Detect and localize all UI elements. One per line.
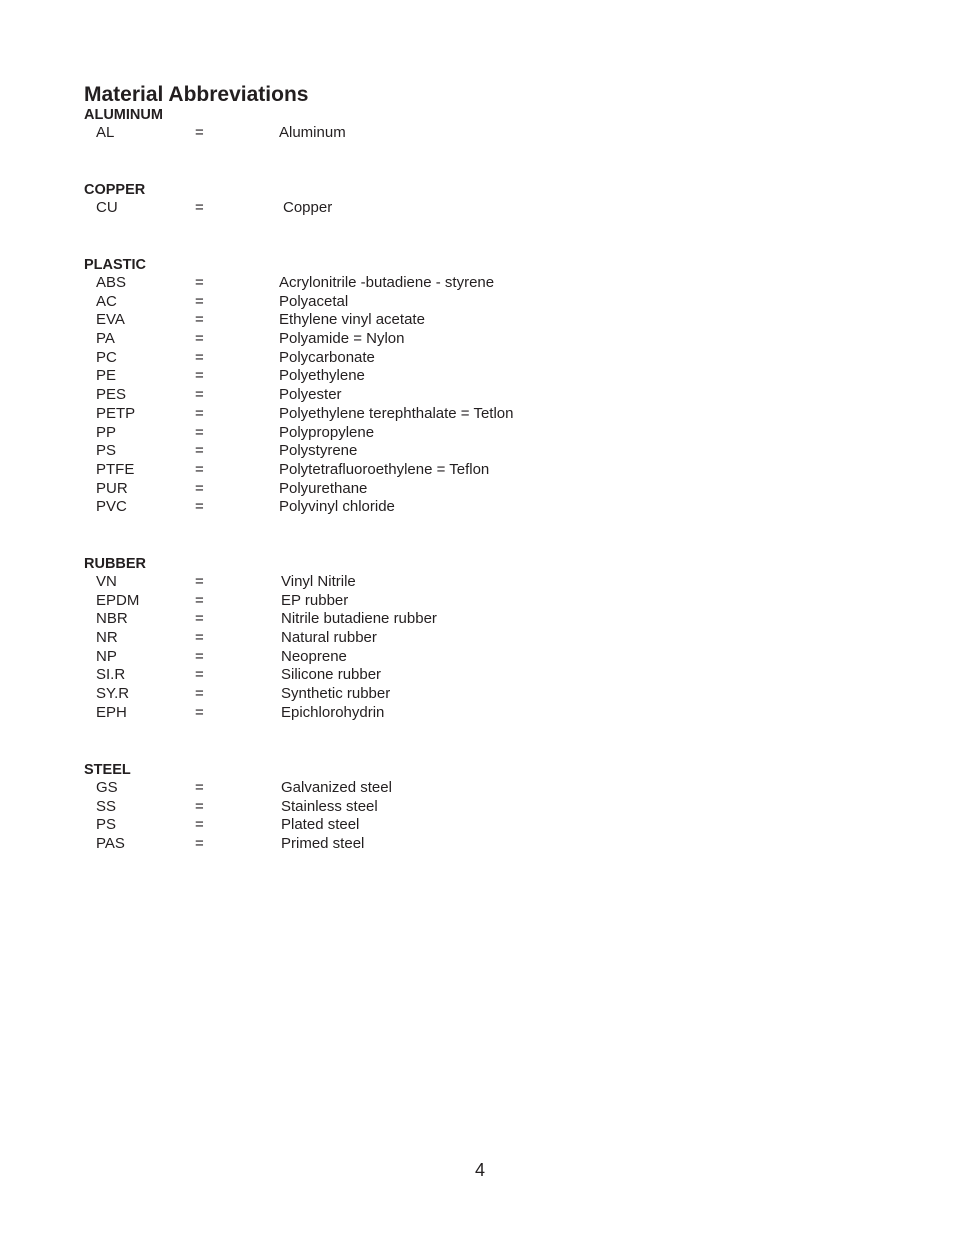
equals-sign: =	[195, 386, 204, 404]
section-heading: PLASTIC	[84, 257, 147, 273]
abbreviation: PC	[96, 348, 117, 366]
abbreviation: GS	[96, 779, 118, 796]
description: Polyamide = Nylon	[279, 330, 405, 348]
equals-sign: =	[195, 423, 204, 441]
abbreviation: PETP	[96, 404, 136, 422]
abbreviation: PP	[96, 423, 117, 441]
description: Polytetrafluoroethylene = Teflon	[279, 460, 490, 478]
equals-sign: =	[195, 647, 204, 665]
description: Polycarbonate	[279, 348, 375, 366]
description: Polyvinyl chloride	[279, 498, 395, 516]
abbreviation: PA	[96, 330, 115, 348]
abbreviation: NP	[96, 647, 117, 665]
equals-sign: =	[195, 591, 204, 609]
section-aluminum	[84, 106, 684, 143]
abbreviation: AL	[96, 124, 115, 141]
abbreviation: PAS	[96, 835, 125, 853]
equals-sign: =	[195, 779, 204, 796]
equals-sign: =	[195, 703, 204, 721]
description: Aluminum	[279, 124, 346, 141]
description: Ethylene vinyl acetate	[279, 311, 425, 329]
abbreviation: EVA	[96, 311, 125, 329]
list-item	[84, 311, 684, 330]
list-item	[84, 124, 684, 143]
equals-sign: =	[195, 666, 204, 684]
abbreviation: CU	[96, 199, 118, 216]
abbreviation: EPH	[96, 703, 127, 721]
list-item	[84, 610, 684, 629]
equals-sign: =	[195, 311, 204, 329]
abbreviation: PES	[96, 386, 127, 404]
abbreviation: AC	[96, 292, 117, 310]
description: Vinyl Nitrile	[281, 573, 356, 590]
equals-sign: =	[195, 460, 204, 478]
equals-sign: =	[195, 610, 204, 628]
abbreviation: VN	[96, 573, 117, 590]
description: Primed steel	[281, 835, 365, 853]
equals-sign: =	[195, 797, 204, 815]
list-item	[84, 798, 684, 817]
description: Synthetic rubber	[281, 685, 391, 703]
list-item	[84, 498, 684, 517]
list-item	[84, 461, 684, 480]
list-item	[84, 685, 684, 704]
list-item	[84, 816, 684, 835]
abbreviation: PVC	[96, 498, 127, 516]
list-item	[84, 704, 684, 723]
abbreviation: PUR	[96, 479, 128, 497]
description: Polyester	[279, 386, 342, 404]
abbreviation: PS	[96, 816, 117, 834]
abbreviation: EPDM	[96, 591, 140, 609]
description: Polyethylene terephthalate = Tetlon	[279, 404, 514, 422]
section-heading: COPPER	[84, 182, 146, 198]
list-item	[84, 199, 684, 218]
section-steel	[84, 761, 684, 854]
list-item	[84, 442, 684, 461]
equals-sign: =	[195, 404, 204, 422]
list-item	[84, 293, 684, 312]
equals-sign: =	[195, 835, 204, 853]
equals-sign: =	[195, 498, 204, 516]
equals-sign: =	[195, 292, 204, 310]
equals-sign: =	[195, 199, 204, 216]
description: Polyethylene	[279, 367, 365, 385]
page-number: 4	[474, 1160, 485, 1180]
list-item	[84, 349, 684, 368]
equals-sign: =	[195, 442, 204, 460]
abbreviation: SS	[96, 797, 117, 815]
abbreviation: NBR	[96, 610, 128, 628]
equals-sign: =	[195, 629, 204, 647]
abbreviation: SY.R	[96, 685, 130, 703]
description: Polystyrene	[279, 442, 358, 460]
section-heading: RUBBER	[84, 556, 147, 572]
description: Copper	[283, 199, 333, 216]
list-item	[84, 367, 684, 386]
description: Stainless steel	[281, 797, 378, 815]
equals-sign: =	[195, 274, 204, 291]
equals-sign: =	[195, 573, 204, 590]
list-item	[84, 648, 684, 667]
section-copper	[84, 181, 684, 218]
description: Natural rubber	[281, 629, 377, 647]
list-item	[84, 405, 684, 424]
description: Polyacetal	[279, 292, 349, 310]
description: Polyurethane	[279, 479, 368, 497]
list-item	[84, 666, 684, 685]
equals-sign: =	[195, 348, 204, 366]
description: Plated steel	[281, 816, 360, 834]
section-heading: ALUMINUM	[84, 107, 163, 123]
list-item	[84, 480, 684, 499]
equals-sign: =	[195, 330, 204, 348]
equals-sign: =	[195, 124, 204, 141]
list-item	[84, 573, 684, 592]
abbreviation: ABS	[96, 274, 127, 291]
section-heading: STEEL	[84, 762, 131, 778]
list-item	[84, 835, 684, 854]
list-item	[84, 779, 684, 798]
section-rubber	[84, 555, 684, 723]
description: Polypropylene	[279, 423, 375, 441]
list-item	[84, 424, 684, 443]
abbreviation: PE	[96, 367, 117, 385]
description: Nitrile butadiene rubber	[281, 610, 437, 628]
abbreviation: NR	[96, 629, 118, 647]
description: Acrylonitrile -butadiene - styrene	[279, 274, 495, 291]
abbreviation: PTFE	[96, 460, 135, 478]
list-item	[84, 274, 684, 293]
abbreviation: PS	[96, 442, 117, 460]
description: Galvanized steel	[281, 779, 392, 796]
equals-sign: =	[195, 816, 204, 834]
list-item	[84, 330, 684, 349]
description: Epichlorohydrin	[281, 703, 385, 721]
description: Neoprene	[281, 647, 347, 665]
list-item	[84, 629, 684, 648]
list-item	[84, 386, 684, 405]
equals-sign: =	[195, 479, 204, 497]
description: Silicone rubber	[281, 666, 382, 684]
abbreviation: SI.R	[96, 666, 126, 684]
description: EP rubber	[281, 591, 349, 609]
equals-sign: =	[195, 367, 204, 385]
page-title: Material Abbreviations	[84, 83, 309, 106]
section-plastic	[84, 256, 684, 517]
equals-sign: =	[195, 685, 204, 703]
list-item	[84, 592, 684, 611]
